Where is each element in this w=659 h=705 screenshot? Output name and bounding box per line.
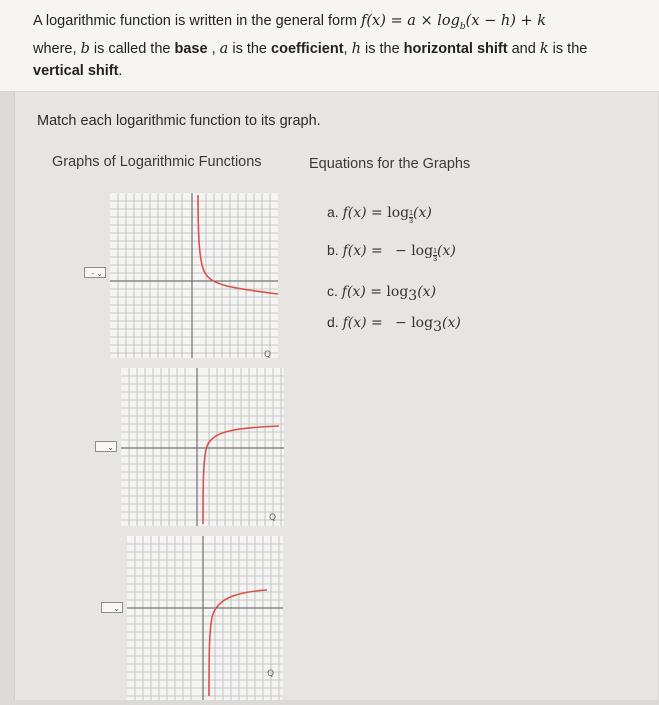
graph-3	[127, 536, 283, 700]
equations-column-header: Equations for the Graphs	[309, 156, 471, 172]
graph-1-answer-dropdown[interactable]: - ⌄	[84, 267, 106, 278]
svg-text:Q: Q	[269, 513, 277, 523]
equation-d: d. f(x) = − $\log_3(x)$	[327, 314, 461, 335]
equation-a: a. f(x) = log $\frac{1}{3}$ (x)	[327, 204, 432, 225]
svg-text:Q: Q	[264, 350, 272, 358]
chevron-down-icon: ⌄	[113, 604, 120, 613]
chevron-down-icon: ⌄	[94, 269, 103, 278]
graph-1-plot	[110, 193, 278, 358]
graph-2-answer-dropdown[interactable]	[95, 441, 117, 452]
chevron-down-icon: ⌄	[107, 443, 114, 452]
graph-2-plot	[121, 368, 284, 526]
graphs-column-header: Graphs of Logarithmic Functions	[52, 154, 262, 170]
equation-b: b. f(x) = − log $\frac{1}{3}$ (x)	[327, 242, 456, 263]
equation-c: c. $f(x) = \log_3(x)$	[327, 283, 437, 304]
svg-text:Q: Q	[267, 669, 275, 679]
instructions-text: A logarithmic function is written in the general form $f(x) = a \times \log_b(x - h) + k$ where, b is called the base , a is the coefficient, h is the horizontal shift and k is the vertical shift.	[33, 13, 588, 79]
graph-3-answer-dropdown[interactable]	[101, 602, 123, 613]
graph-2	[121, 368, 284, 526]
question-prompt: Match each logarithmic function to its graph.	[37, 113, 321, 129]
graph-3-plot	[127, 536, 283, 700]
graph-1	[110, 193, 278, 358]
